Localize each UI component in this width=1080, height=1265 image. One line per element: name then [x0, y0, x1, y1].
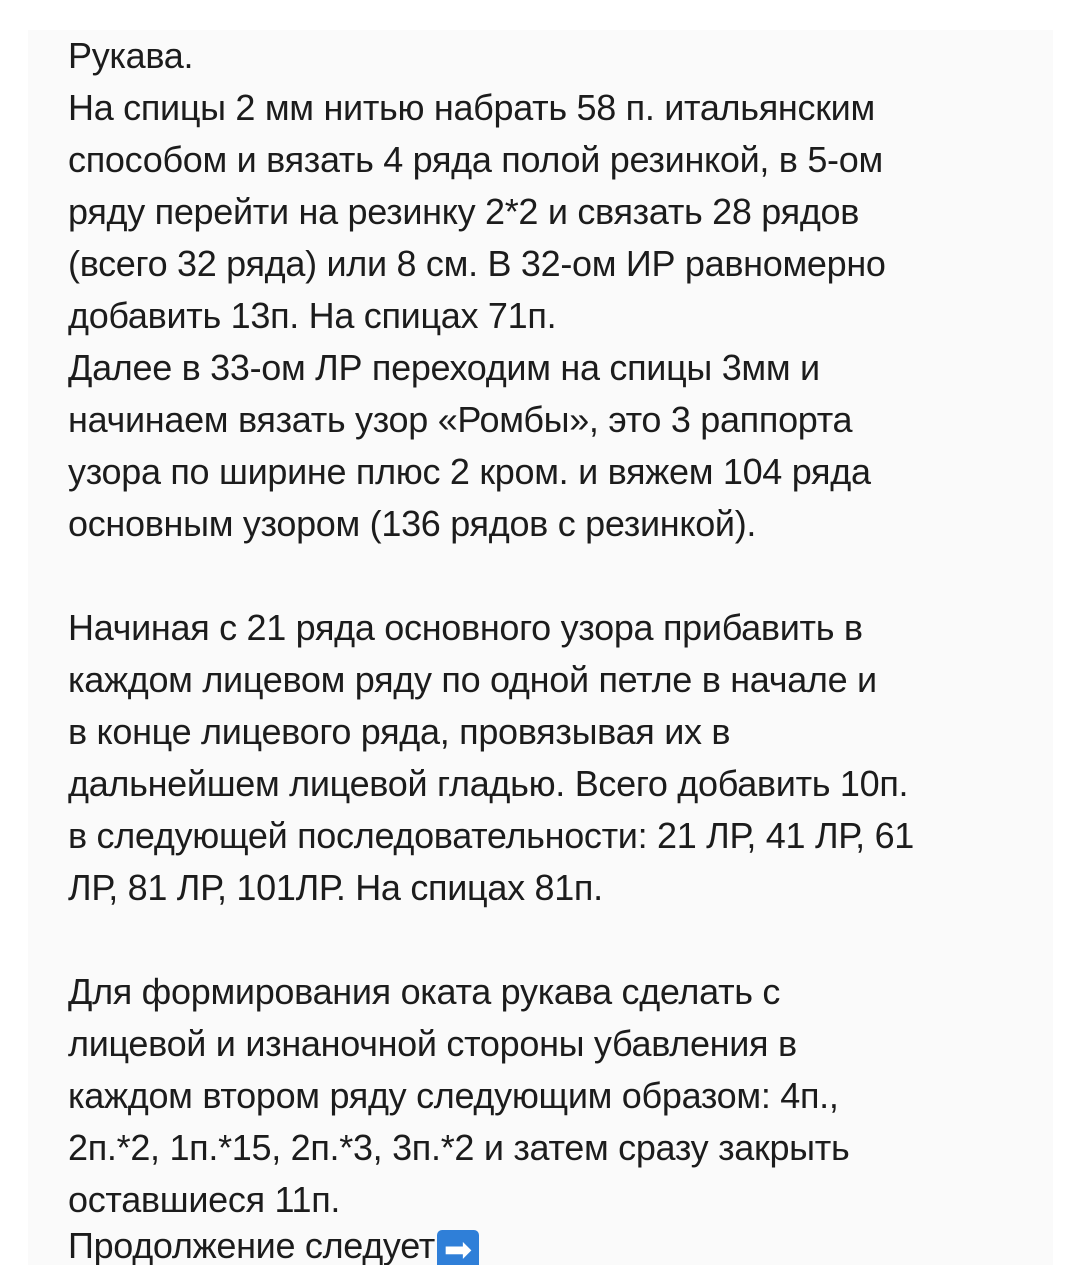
paragraph-spacer	[68, 914, 1043, 966]
document-body	[68, 30, 1043, 1226]
text-line: Для формирования оката рукава сделать с	[68, 971, 781, 1012]
text-line: в следующей последовательности: 21 ЛР, 41 ЛР, 61	[68, 815, 915, 856]
text-line: Далее в 33-ом ЛР переходим на спицы 3мм и	[68, 347, 820, 388]
text-line: На спицы 2 мм нитью набрать 58 п. итальянским	[68, 87, 875, 128]
text-line: в конце лицевого ряда, провязывая их в	[68, 711, 731, 752]
text-line: добавить 13п. На спицах 71п.	[68, 295, 557, 336]
document-title	[68, 30, 1043, 82]
text-line: лицевой и изнаночной стороны убавления в	[68, 1023, 797, 1064]
document-sheet	[28, 30, 1053, 1265]
continued-label: Продолжение следует	[68, 1225, 435, 1265]
text-line: (всего 32 ряда) или 8 см. В 32-ом ИР равномерно	[68, 243, 886, 284]
text-line: начинаем вязать узор «Ромбы», это 3 раппорта	[68, 399, 853, 440]
text-line: 2п.*2, 1п.*15, 2п.*3, 3п.*2 и затем сразу закрыть	[68, 1127, 850, 1168]
text-line: Начиная с 21 ряда основного узора прибавить в	[68, 607, 863, 648]
text-line: каждом лицевом ряду по одной петле в начале и	[68, 659, 877, 700]
right-arrow-icon: ➡	[437, 1230, 479, 1265]
text-line: оставшиеся 11п.	[68, 1179, 341, 1220]
text-line: основным узором (136 рядов с резинкой).	[68, 503, 757, 544]
paragraph-cast-on	[68, 82, 1043, 550]
text-line: каждом втором ряду следующим образом: 4п.,	[68, 1075, 839, 1116]
continued-footer	[68, 1220, 1048, 1265]
text-line: дальнейшем лицевой гладью. Всего добавить 10п.	[68, 763, 909, 804]
paragraph-increases	[68, 602, 1043, 914]
text-line: ЛР, 81 ЛР, 101ЛР. На спицах 81п.	[68, 867, 603, 908]
text-line: Рукава.	[68, 35, 194, 76]
paragraph-sleeve-cap	[68, 966, 1043, 1226]
text-line: узора по ширине плюс 2 кром. и вяжем 104 ряда	[68, 451, 871, 492]
text-line: способом и вязать 4 ряда полой резинкой, в 5-ом	[68, 139, 883, 180]
paragraph-spacer	[68, 550, 1043, 602]
text-line: ряду перейти на резинку 2*2 и связать 28 рядов	[68, 191, 860, 232]
